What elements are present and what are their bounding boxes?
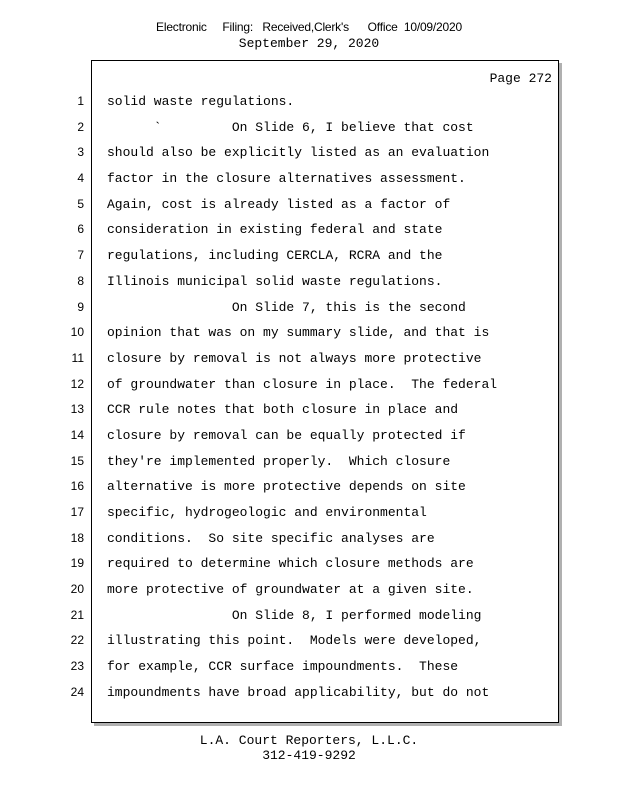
line-text: alternative is more protective depends on site xyxy=(107,479,466,495)
transcript-line xyxy=(0,243,618,269)
line-text: CCR rule notes that both closure in place and xyxy=(107,402,459,418)
line-text: they're implemented properly. Which closure xyxy=(107,453,451,469)
line-number: 6 xyxy=(77,222,84,237)
reporter-phone: 312-419-9292 xyxy=(262,748,356,763)
transcript-line xyxy=(0,217,618,243)
transcript-line xyxy=(0,551,618,577)
line-number: 16 xyxy=(70,479,84,494)
page-number: Page 272 xyxy=(489,71,552,86)
transcript-line xyxy=(0,603,618,629)
transcript-line xyxy=(0,115,618,141)
transcript-date: September 29, 2020 xyxy=(238,36,380,51)
line-text: of groundwater than closure in place. The federal xyxy=(107,376,498,392)
line-number: 2 xyxy=(77,119,84,134)
line-text: solid waste regulations. xyxy=(107,94,295,109)
transcript-line xyxy=(0,628,618,654)
transcript-line xyxy=(0,320,618,346)
line-text: Illinois municipal solid waste regulations. xyxy=(107,273,443,289)
line-number: 15 xyxy=(70,453,84,468)
line-text: for example, CCR surface impoundments. These xyxy=(107,659,459,675)
line-text: specific, hydrogeologic and environmental xyxy=(107,505,427,520)
line-number: 24 xyxy=(70,684,84,699)
transcript-line xyxy=(0,526,618,552)
transcript-line xyxy=(0,192,618,218)
transcript-line xyxy=(0,500,618,526)
line-text: conditions. So site specific analyses are xyxy=(107,530,435,546)
transcript-line xyxy=(0,654,618,680)
transcript-line xyxy=(0,397,618,423)
line-number: 21 xyxy=(70,607,84,622)
line-number: 17 xyxy=(70,505,84,519)
line-text: required to determine which closure methods are xyxy=(107,556,474,572)
line-number: 4 xyxy=(77,171,84,186)
transcript-line xyxy=(0,680,618,706)
line-text: closure by removal is not always more protective xyxy=(107,350,482,366)
line-text: consideration in existing federal and state xyxy=(107,222,443,238)
line-number: 7 xyxy=(77,248,84,263)
line-number: 9 xyxy=(77,299,84,314)
line-number: 12 xyxy=(70,376,84,391)
transcript-line xyxy=(0,269,618,295)
line-text: regulations, including CERCLA, RCRA and the xyxy=(107,248,443,264)
transcript-line xyxy=(0,474,618,500)
line-number: 22 xyxy=(70,633,84,648)
page-footer xyxy=(0,733,618,763)
transcript-line xyxy=(0,140,618,166)
line-number: 5 xyxy=(77,196,84,211)
transcript-line xyxy=(0,577,618,603)
reporter-company: L.A. Court Reporters, L.L.C. xyxy=(199,733,419,748)
transcript-line xyxy=(0,89,618,115)
line-number: 11 xyxy=(71,350,84,365)
line-number: 1 xyxy=(77,94,84,108)
line-number: 8 xyxy=(77,273,84,288)
line-text: should also be explicitly listed as an evaluation xyxy=(107,145,490,161)
filing-stamp: Electronic Filing: Received,Clerk's Office 10/09/2020 xyxy=(156,20,462,34)
transcript-line xyxy=(0,423,618,449)
line-number: 23 xyxy=(70,659,84,674)
line-text: Again, cost is already listed as a factor of xyxy=(107,196,451,212)
transcript-line xyxy=(0,372,618,398)
line-number: 3 xyxy=(77,145,84,160)
transcript-line xyxy=(0,449,618,475)
line-number: 13 xyxy=(70,402,84,417)
transcript-line xyxy=(0,166,618,192)
line-number: 20 xyxy=(70,582,84,597)
line-text: illustrating this point. Models were developed, xyxy=(107,633,482,649)
line-text: closure by removal can be equally protected if xyxy=(107,427,466,443)
line-number: 19 xyxy=(70,556,84,571)
line-text: On Slide 7, this is the second xyxy=(107,299,466,315)
line-text: impoundments have broad applicability, but do not xyxy=(107,684,490,700)
line-number: 10 xyxy=(70,325,84,340)
transcript-line xyxy=(0,295,618,321)
line-text: ` On Slide 6, I believe that cost xyxy=(107,119,474,135)
line-text: opinion that was on my summary slide, and that is xyxy=(107,325,490,341)
line-text: more protective of groundwater at a given site. xyxy=(107,582,474,598)
transcript-line xyxy=(0,346,618,372)
line-number: 14 xyxy=(70,427,84,442)
line-text: On Slide 8, I performed modeling xyxy=(107,607,482,623)
line-text: factor in the closure alternatives assessment. xyxy=(107,171,466,187)
line-number: 18 xyxy=(70,530,84,545)
transcript-lines xyxy=(0,89,618,706)
